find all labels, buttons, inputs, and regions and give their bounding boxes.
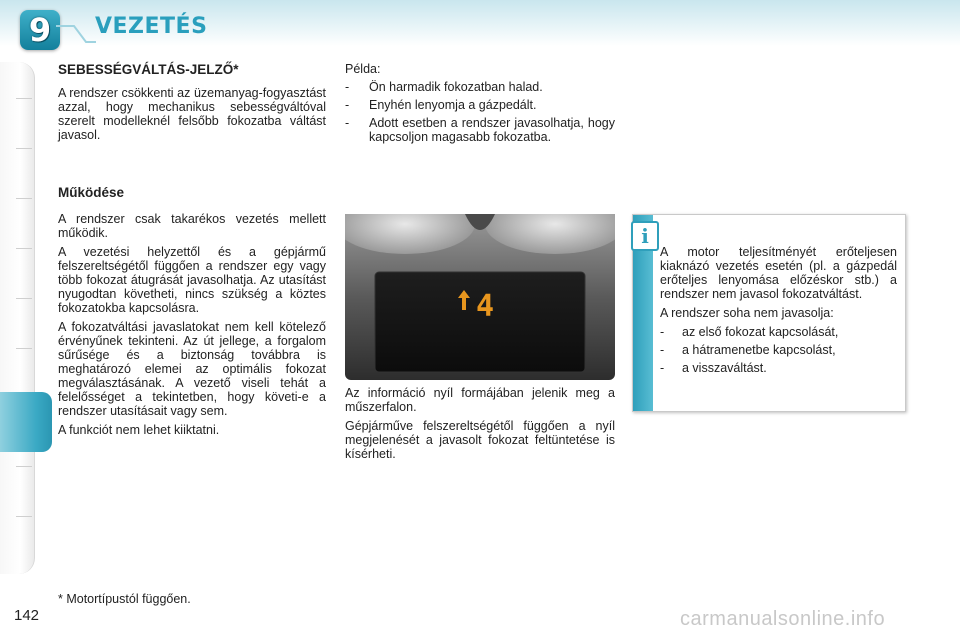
tab-divider: [16, 98, 32, 99]
info-list-item-text: a visszaváltást.: [682, 361, 767, 375]
intro-paragraph: [58, 86, 326, 147]
tab-divider: [16, 348, 32, 349]
list-dash: -: [660, 325, 665, 339]
example-item: [345, 116, 615, 144]
watermark: carmanualsonline.info: [680, 608, 886, 630]
list-dash: -: [660, 361, 665, 375]
list-dash: -: [345, 116, 350, 130]
operation-title: Működése: [58, 185, 125, 200]
chapter-tab-rail: [0, 62, 35, 574]
chapter-badge: [20, 10, 60, 50]
info-paragraph: A motor teljesítményét erőteljesen kiaknázó vezetés esetén (pl. a gázpedál erőteljes lenyomása előzéskor stb.) a rendszer nem javasol fokozatváltást.: [660, 245, 897, 301]
operation-paragraph: A fokozatváltási javaslatokat nem kell kötelező érvényűnek tekinteni. Az út jellege, a forgalom sűrűsége és a biztonság továbbra is meghatározó elemei az optimális fokozat megválasztásának. A vezető viseli tehát a felelősséget a tekintetben, hogy követi-e a rendszer utasításait vagy sem.: [58, 320, 326, 418]
display-caption-paragraph: Az információ nyíl formájában jelenik meg a műszerfalon.: [345, 386, 615, 414]
gear-digit: 4: [476, 289, 495, 324]
operation-paragraph: A funkciót nem lehet kiiktatni.: [58, 423, 220, 437]
tab-divider: [16, 148, 32, 149]
intro-text: A rendszer csökkenti az üzemanyag-fogyasztást azzal, hogy mechanikus sebességváltóval szerelt modelleknél felsőbb fokozatba váltást javasol.: [58, 86, 326, 142]
tab-divider: [16, 298, 32, 299]
tab-divider: [16, 248, 32, 249]
active-chapter-tab: [0, 392, 52, 452]
info-list-item: [660, 325, 897, 339]
header-swoosh-decoration: [56, 18, 96, 48]
example-item: [345, 80, 615, 94]
example-item-text: Enyhén lenyomja a gázpedált.: [369, 98, 537, 112]
tab-divider: [16, 466, 32, 467]
example-item-text: Ön harmadik fokozatban halad.: [369, 80, 543, 94]
info-list-item-text: a hátramenetbe kapcsolást,: [682, 343, 836, 357]
operation-paragraph: A vezetési helyzettől és a gépjármű felszereltségétől függően a rendszer egy vagy több fokozat átugrását javasolhatja. Az utasítást nyugodtan követheti, nincs szükség a köztes fokozatokba kapcsolásra.: [58, 245, 326, 315]
chapter-number: 9: [28, 11, 52, 49]
list-dash: -: [345, 80, 350, 94]
list-dash: -: [660, 343, 665, 357]
display-caption: [345, 386, 615, 466]
example-label: Példa:: [345, 62, 381, 76]
example-block: [345, 62, 615, 148]
tab-divider: [16, 516, 32, 517]
info-icon: i: [631, 221, 659, 251]
info-text: [660, 245, 897, 379]
info-paragraph: A rendszer soha nem javasolja:: [660, 306, 834, 320]
page-title: VEZETÉS: [95, 14, 208, 39]
example-item-text: Adott esetben a rendszer javasolhatja, hogy kapcsoljon magasabb fokozatba.: [369, 116, 615, 144]
tab-divider: [16, 198, 32, 199]
section-title: SEBESSÉGVÁLTÁS-JELZŐ*: [58, 62, 239, 77]
display-caption-paragraph: Gépjárműve felszereltségétől függően a nyíl megjelenését a javasolt fokozat feltüntetése is kísérheti.: [345, 419, 615, 461]
instrument-panel-image: [345, 214, 615, 380]
info-list-item: [660, 361, 897, 375]
footnote: * Motortípustól függően.: [58, 592, 191, 606]
page-number: 142: [14, 607, 40, 624]
operation-paragraph: A rendszer csak takarékos vezetés mellett működik.: [58, 212, 326, 240]
operation-paragraphs: [58, 212, 326, 442]
info-list-item: [660, 343, 897, 357]
list-dash: -: [345, 98, 350, 112]
example-item: [345, 98, 615, 112]
info-box: [632, 214, 906, 412]
info-list-item-text: az első fokozat kapcsolását,: [682, 325, 839, 339]
